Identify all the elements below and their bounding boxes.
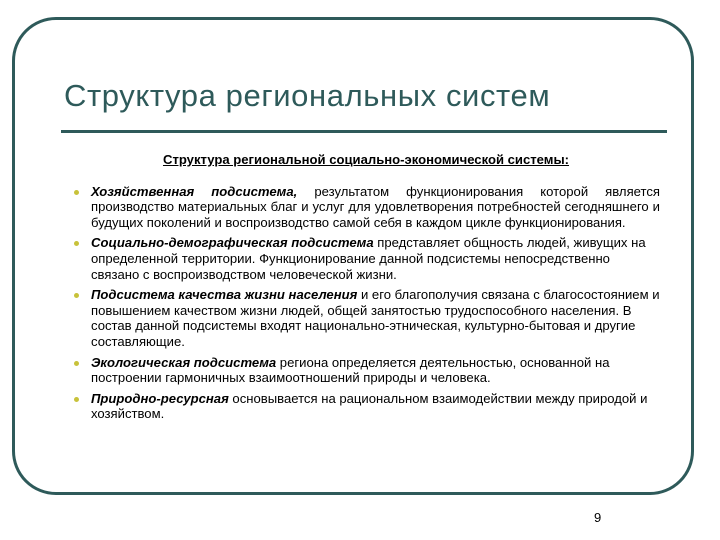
bullet-icon (74, 190, 79, 195)
item-description: и его благополучия связана с благосостоянием и повышением качеством жизни людей, общей занятостью трудоспособного населения. В состав данной подсистемы входят национально-этническая, культурно-бытовая и другие составляющие. (91, 287, 660, 349)
list-item-text (91, 184, 660, 231)
bullet-icon (74, 241, 79, 246)
list-item-text (91, 391, 660, 422)
item-term: Экологическая подсистема (91, 354, 277, 370)
content-subtitle: Структура региональной социально-экономической системы: (162, 152, 570, 167)
item-description: региона определяется деятельностью, основанной на построении гармоничных взаимоотношений природы и человека. (91, 354, 610, 386)
item-description: основывается на рациональном взаимодействии между природой и хозяйством. (91, 390, 648, 422)
list-item-text (91, 235, 660, 282)
bullet-icon (74, 397, 79, 402)
item-term: Подсистема качества жизни населения (91, 287, 358, 303)
list-item (72, 287, 660, 349)
bullet-list (72, 184, 660, 422)
item-term: Социально-демографическая подсистема (91, 235, 374, 251)
item-description: результатом функционирования которой является производство материальных благ и услуг для удовлетворения потребностей сегодняшнего и будущих поколений и воспроизводство самой себя в каждом цикле функционирования. (91, 183, 660, 230)
list-item-text (91, 287, 660, 349)
list-item (72, 235, 660, 282)
item-term: Природно-ресурсная (91, 390, 229, 406)
title-divider (61, 130, 667, 133)
list-item (72, 184, 660, 231)
item-description: представляет общность людей, живущих на определенной территории. Функционирование данной подсистемы непосредственно связано с воспроизводством человеческой жизни. (91, 235, 646, 282)
bullet-icon (74, 361, 79, 366)
list-item (72, 391, 660, 422)
item-term: Хозяйственная подсистема, (91, 183, 298, 199)
slide-title: Структура региональных систем (64, 78, 551, 113)
page-number: 9 (594, 510, 602, 525)
slide-content (72, 152, 660, 427)
list-item (72, 355, 660, 386)
list-item-text (91, 355, 660, 386)
bullet-icon (74, 293, 79, 298)
